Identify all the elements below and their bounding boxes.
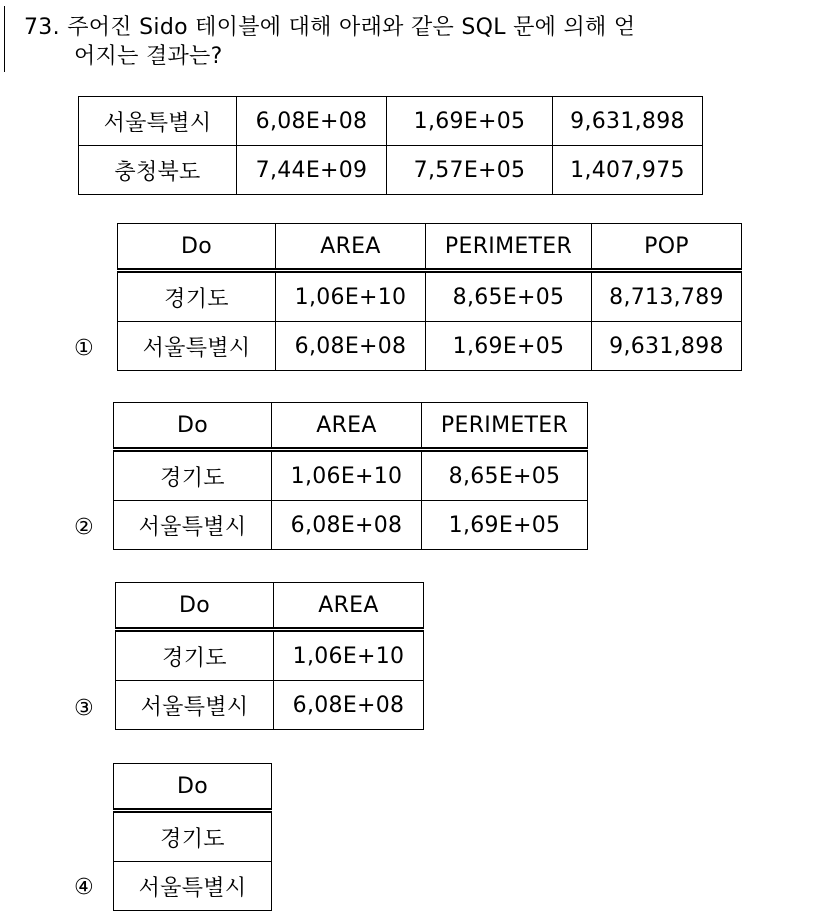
table-cell: 1,69E+05 (422, 501, 588, 550)
option-2-table (113, 402, 588, 550)
table-cell: 경기도 (116, 630, 274, 681)
table-row (114, 501, 588, 550)
table-cell: 9,631,898 (553, 97, 703, 146)
column-header: AREA (274, 583, 424, 630)
column-header: AREA (272, 403, 422, 450)
question-number: 73. (24, 15, 60, 40)
table-row (116, 630, 424, 681)
table-row (114, 450, 588, 501)
table-cell: 1,06E+10 (274, 630, 424, 681)
table-cell: 1,407,975 (553, 146, 703, 195)
column-header: Do (114, 403, 272, 450)
table-cell: 1,06E+10 (272, 450, 422, 501)
table-cell: 7,44E+09 (237, 146, 387, 195)
option-3-marker[interactable]: ③ (74, 696, 94, 721)
option-3-table (115, 582, 424, 730)
table-cell: 서울특별시 (114, 862, 272, 911)
column-header: POP (592, 224, 742, 271)
table-cell: 6,08E+08 (274, 681, 424, 730)
table-cell: 9,631,898 (592, 322, 742, 371)
option-2-marker[interactable]: ② (74, 515, 94, 540)
table-row (116, 681, 424, 730)
option-4-marker[interactable]: ④ (74, 875, 94, 900)
option-1-table (117, 223, 742, 371)
table-cell: 8,65E+05 (422, 450, 588, 501)
table-cell: 경기도 (114, 450, 272, 501)
table-row (114, 811, 272, 862)
table-cell: 6,08E+08 (276, 322, 426, 371)
table-cell: 1,69E+05 (426, 322, 592, 371)
table-row (118, 322, 742, 371)
table-cell: 서울특별시 (116, 681, 274, 730)
table-cell: 서울특별시 (118, 322, 276, 371)
table-cell: 서울특별시 (114, 501, 272, 550)
sido-table (78, 96, 703, 195)
table-cell: 6,08E+08 (237, 97, 387, 146)
table-header-row (118, 224, 742, 271)
table-row (79, 97, 703, 146)
column-header: PERIMETER (426, 224, 592, 271)
table-cell: 충청북도 (79, 146, 237, 195)
option-4-table (113, 763, 272, 911)
table-row (118, 271, 742, 322)
question-text (24, 13, 804, 71)
column-header: Do (118, 224, 276, 271)
question-line-1: 주어진 Sido 테이블에 대해 아래와 같은 SQL 문에 의해 얻 (67, 15, 636, 40)
column-header: Do (114, 764, 272, 811)
table-cell: 1,06E+10 (276, 271, 426, 322)
table-cell: 7,57E+05 (387, 146, 553, 195)
table-cell: 서울특별시 (79, 97, 237, 146)
table-cell: 경기도 (118, 271, 276, 322)
table-header-row (116, 583, 424, 630)
option-1-marker[interactable]: ① (74, 336, 94, 361)
column-header: PERIMETER (422, 403, 588, 450)
table-cell: 8,65E+05 (426, 271, 592, 322)
column-header: AREA (276, 224, 426, 271)
table-header-row (114, 764, 272, 811)
table-cell: 8,713,789 (592, 271, 742, 322)
table-cell: 경기도 (114, 811, 272, 862)
table-cell: 1,69E+05 (387, 97, 553, 146)
margin-rule (4, 6, 5, 72)
table-row (114, 862, 272, 911)
column-header: Do (116, 583, 274, 630)
table-cell: 6,08E+08 (272, 501, 422, 550)
table-row (79, 146, 703, 195)
table-header-row (114, 403, 588, 450)
question-line-2: 어지는 결과는? (74, 44, 223, 69)
